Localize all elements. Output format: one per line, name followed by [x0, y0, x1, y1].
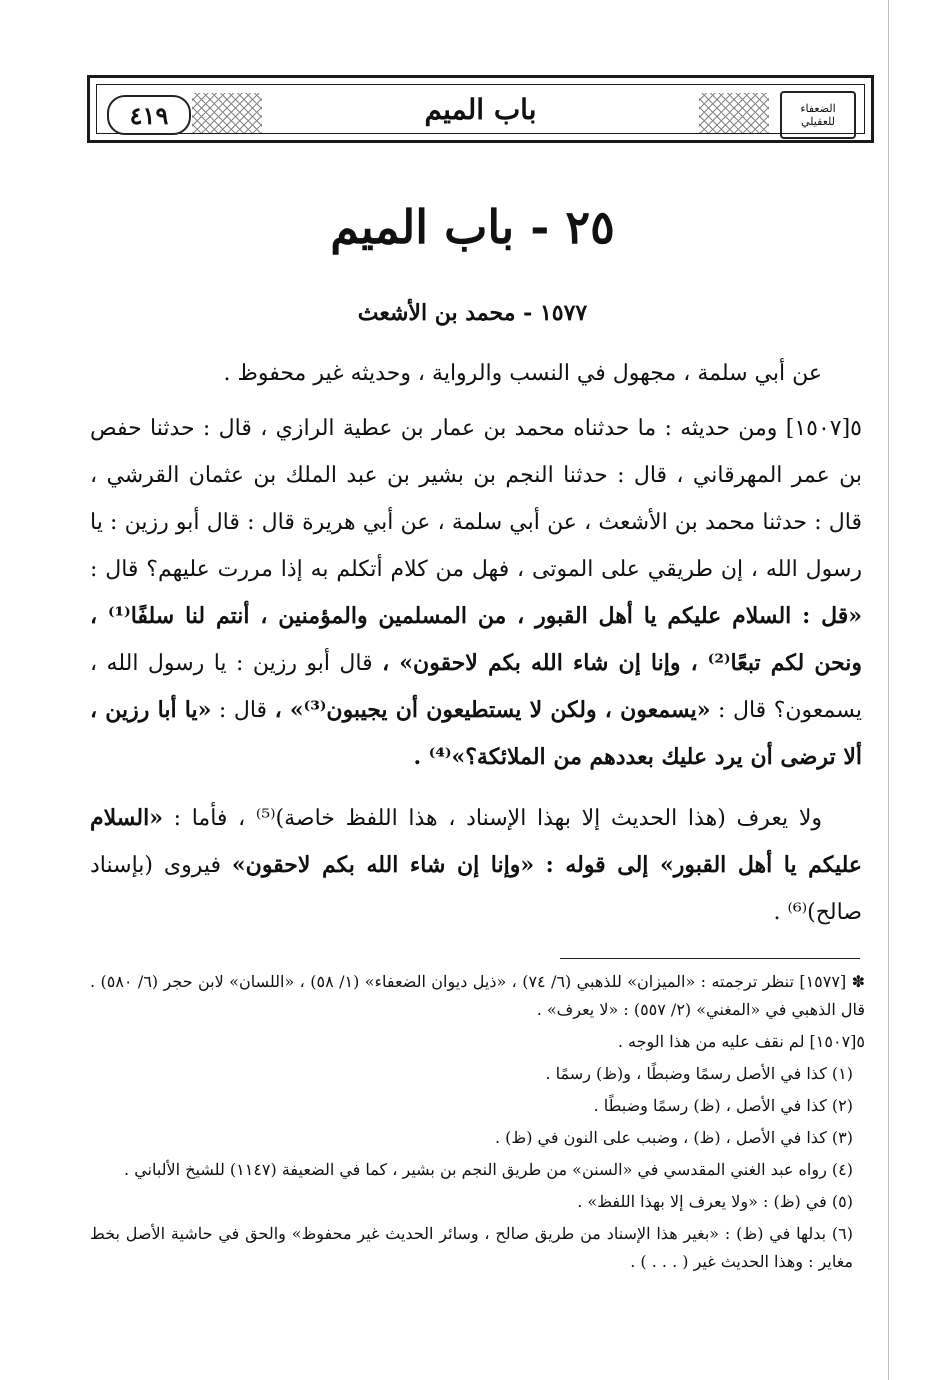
header-inner-border	[96, 84, 865, 134]
chapter-heading: ٢٥ - باب الميم	[330, 200, 615, 254]
hadith-question: قال أبو رزين : يا رسول الله ، يسمعون؟ قال :	[90, 651, 862, 723]
hadith-paragraph	[90, 405, 862, 781]
closing-text-1: ولا يعرف (هذا الحديث إلا بهذا الإسناد ، هذا اللفظ خاصة)⁽⁵⁾ ، فأما :	[173, 806, 822, 831]
logo-line-1: الضعفاء	[800, 102, 836, 115]
footnote-item: (٦) بدلها في (ظ) : «بغير هذا الإسناد من طريق صالح ، وسائر الحديث غير محفوظ» والحق في حاشية الأصل بخط مغاير : وهذا الحديث غير ( . . . ) .	[90, 1224, 854, 1271]
footnotes	[90, 968, 865, 1280]
hadith-text-2: «يسمعون ، ولكن لا يستطيعون أن يجيبون⁽³⁾» ،	[274, 697, 711, 723]
footnote-item: ✽ [١٥٧٧] تنظر ترجمته : «الميزان» للذهبي (٦/ ٧٤) ، «ذيل ديوان الضعفاء» (١/ ٥٨) ، «اللسان» لابن حجر (٦/ ٥٨٠) . قال الذهبي في «المغني» (٢/ ٥٥٧) : «لا يعرف» .	[90, 972, 865, 1019]
footnote-item: ٥[١٥٠٧] لم نقف عليه من هذا الوجه .	[617, 1032, 865, 1051]
closing-text-2: فيروى (بإسناد صالح)⁽⁶⁾ .	[90, 853, 862, 925]
hadith-chain: ٥[١٥٠٧] ومن حديثه : ما حدثناه محمد بن عمار بن عطية الرازي ، قال : حدثنا حفص بن عمر المهرقاني ، قال : حدثنا النجم بن بشير بن عبد الملك بن عثمان القرشي ، قال : حدثنا محمد بن الأشعث ، عن أبي سلمة ، عن أبي هريرة قال : قال أبو رزين : يا رسول الله ، إن طريقي على الموتى ، فهل من كلام أتكلم به إذا مررت عليهم؟ قال :	[90, 416, 862, 582]
logo-line-2: للعقيلي	[801, 115, 835, 128]
closing-quote: «السلام عليكم يا أهل القبور» إلى قوله : «وإنا إن شاء الله بكم لاحقون»	[90, 805, 862, 878]
ornament-right-icon	[699, 93, 769, 133]
running-header	[87, 75, 874, 143]
footnote-item: (٢) كذا في الأصل ، (ظ) رسمًا وضبطًا .	[593, 1096, 853, 1115]
hadith-text-1: «قل : السلام عليكم يا أهل القبور ، من المسلمين والمؤمنين ، أنتم لنا سلفًا⁽¹⁾ ، ونحن لكم تبعًا⁽²⁾ ، وإنا إن شاء الله بكم لاحقون» ،	[90, 603, 863, 676]
hadith-said: قال :	[218, 698, 268, 723]
running-title: باب الميم	[424, 93, 537, 126]
book-logo	[780, 91, 856, 139]
entry-title: ١٥٧٧ - محمد بن الأشعث	[357, 300, 588, 326]
entry-intro: عن أبي سلمة ، مجهول في النسب والرواية ، وحديثه غير محفوظ .	[223, 361, 822, 386]
footnote-item: (١) كذا في الأصل رسمًا وضبطًا ، و(ظ) رسمًا .	[545, 1064, 853, 1083]
footnote-item: (٥) في (ظ) : «ولا يعرف إلا بهذا اللفظ» .	[577, 1192, 853, 1211]
footnote-item: (٣) كذا في الأصل ، (ظ) ، وضبب على النون في (ظ) .	[495, 1128, 853, 1147]
footnote-separator	[560, 958, 860, 959]
footnote-item: (٤) رواه عبد الغني المقدسي في «السنن» من طريق النجم بن بشير ، كما في الضعيفة (١١٤٧) للشيخ الألباني .	[124, 1160, 853, 1179]
hadith-text-3: «يا أبا رزين ، ألا ترضى أن يرد عليك بعددهم من الملائكة؟»⁽⁴⁾ .	[90, 697, 862, 770]
closing-paragraph	[90, 795, 862, 936]
page-number: ٤١٩	[107, 95, 191, 135]
